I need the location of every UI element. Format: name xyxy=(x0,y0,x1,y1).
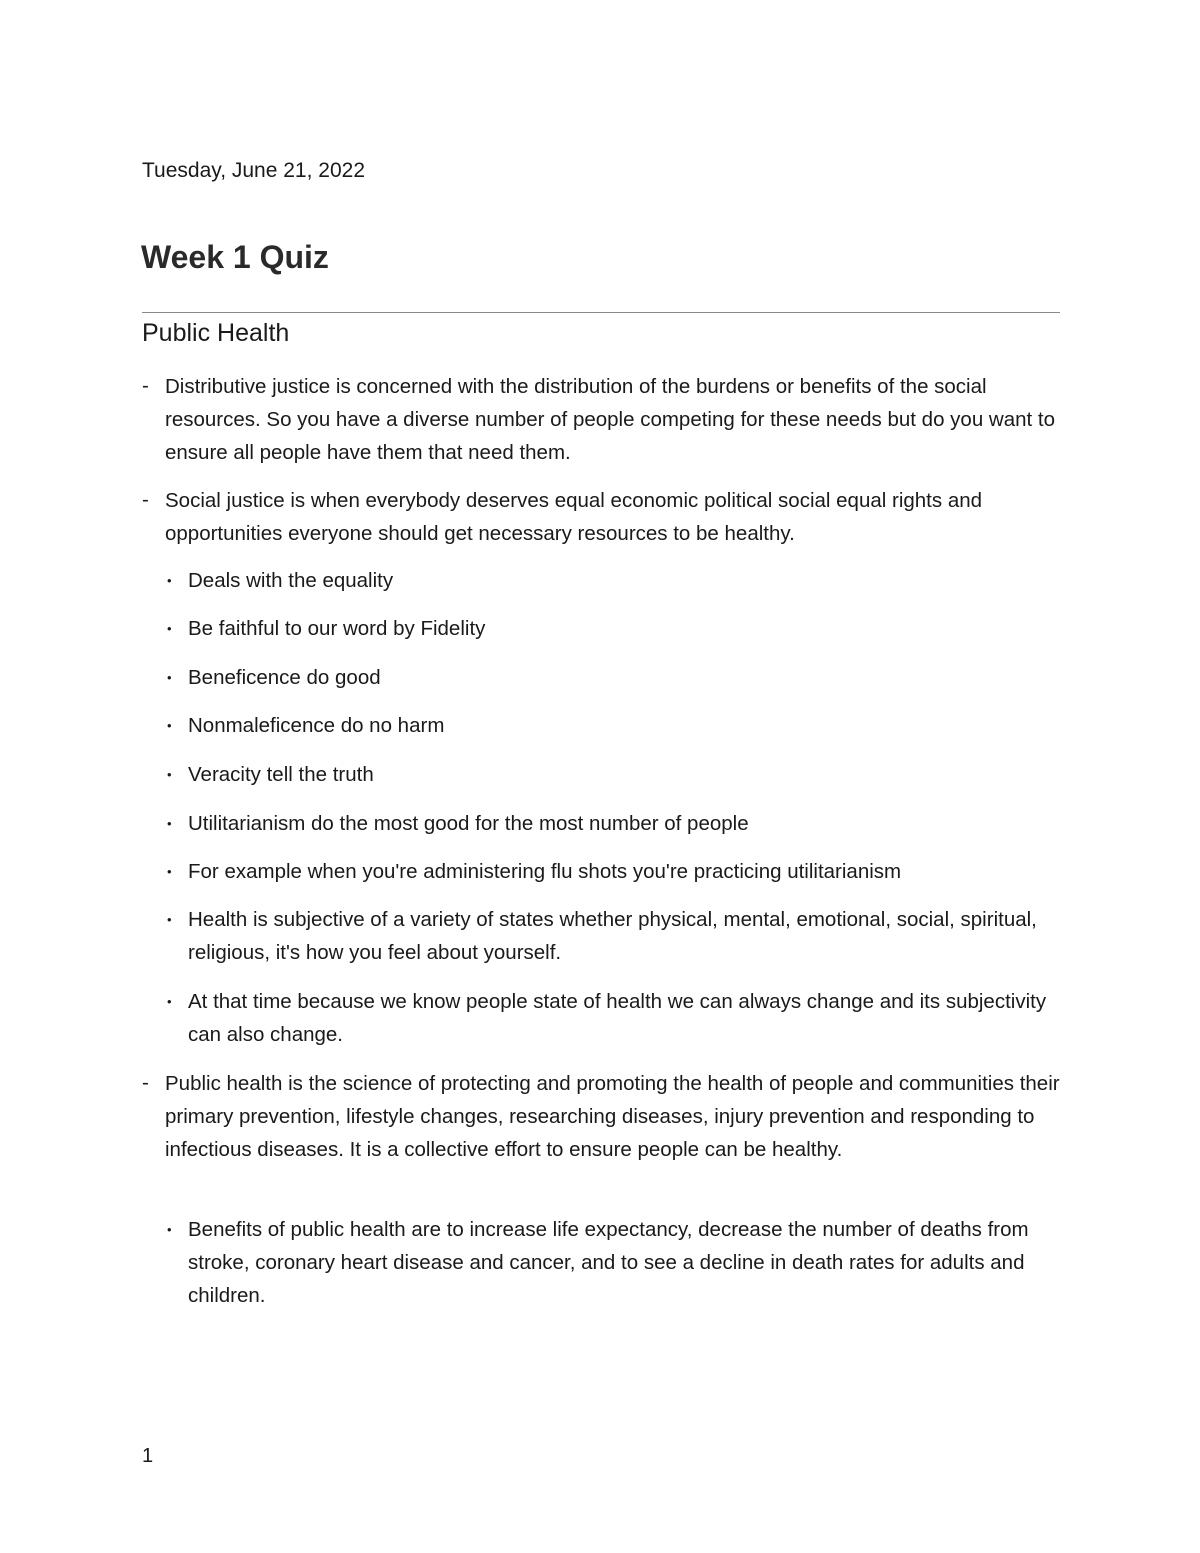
bullet-marker: • xyxy=(167,816,172,831)
list-item: Public health is the science of protecting and promoting the health of people and communities their primary prevention, lifestyle changes, researching diseases, injury prevention and responding to infectious diseases. It is a collective effort to ensure people can be healthy. xyxy=(165,1072,1060,1161)
dash-marker: - xyxy=(142,488,149,511)
page-number: 1 xyxy=(142,1445,154,1467)
sub-list-item: Nonmaleficence do no harm xyxy=(188,714,445,737)
bullet-marker: • xyxy=(167,912,172,927)
section-heading: Public Health xyxy=(142,319,290,347)
sub-list-item: Deals with the equality xyxy=(188,569,394,592)
dash-marker: - xyxy=(142,374,149,397)
sub-list-item: Beneficence do good xyxy=(188,666,381,689)
bullet-marker: • xyxy=(167,718,172,733)
list-item: Social justice is when everybody deserves equal economic political social equal rights and opportunities everyone should get necessary resources to be healthy. xyxy=(165,489,983,545)
bullet-marker: • xyxy=(167,670,172,685)
sub-list-item: Benefits of public health are to increase life expectancy, decrease the number of deaths from stroke, coronary heart disease and cancer, and to see a decline in death rates for adults and children. xyxy=(188,1218,1029,1307)
bullet-marker: • xyxy=(167,767,172,782)
list-item: Distributive justice is concerned with the distribution of the burdens or benefits of the social resources. So you have a diverse number of people competing for these needs but do you want to ensure all people have them that need them. xyxy=(165,375,1056,464)
sub-list-item: Utilitarianism do the most good for the most number of people xyxy=(188,812,749,835)
sub-list-item: Veracity tell the truth xyxy=(188,763,374,786)
sub-list-item: Be faithful to our word by Fidelity xyxy=(188,617,486,640)
page-title: Week 1 Quiz xyxy=(141,239,329,275)
sub-list-item: Health is subjective of a variety of states whether physical, mental, emotional, social, spiritual, religious, it's how you feel about yourself. xyxy=(188,908,1037,964)
bullet-marker: • xyxy=(167,573,172,588)
sub-list-item: At that time because we know people state of health we can always change and its subjectivity can also change. xyxy=(188,990,1047,1046)
bullet-marker: • xyxy=(167,1222,172,1237)
bullet-marker: • xyxy=(167,864,172,879)
dash-marker: - xyxy=(142,1071,149,1094)
sub-list-item: For example when you're administering flu shots you're practicing utilitarianism xyxy=(188,860,902,883)
bullet-marker: • xyxy=(167,621,172,636)
bullet-marker: • xyxy=(167,994,172,1009)
title-divider xyxy=(142,312,1060,313)
document-date: Tuesday, June 21, 2022 xyxy=(142,159,365,182)
